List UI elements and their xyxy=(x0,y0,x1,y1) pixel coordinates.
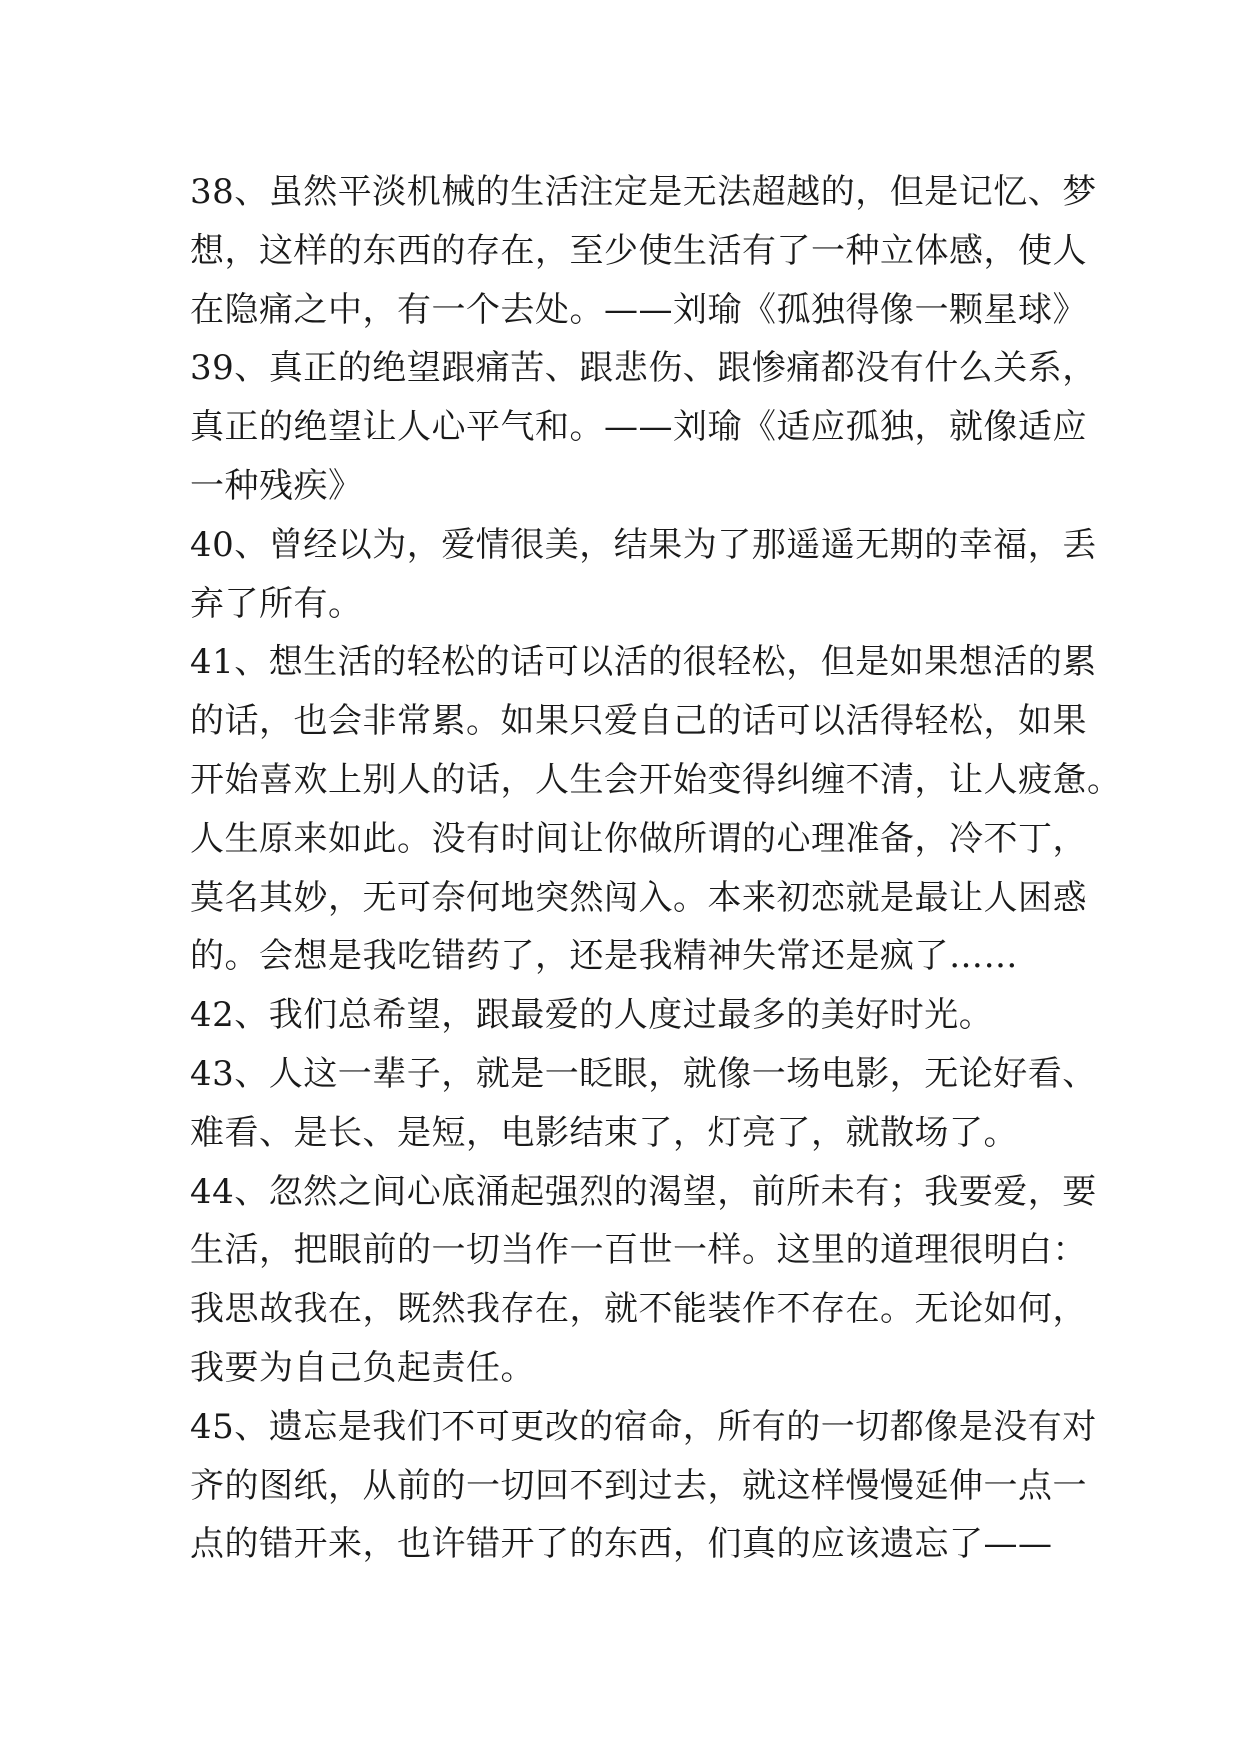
text-line: 点的错开来，也许错开了的东西，们真的应该遗忘了—— xyxy=(190,1524,1053,1565)
text-line: 开始喜欢上别人的话，人生会开始变得纠缠不清，让人疲惫。 xyxy=(190,759,1122,800)
text-line: 的。会想是我吃错药了，还是我精神失常还是疯了…… xyxy=(190,936,1018,977)
text-line: 人生原来如此。没有时间让你做所谓的心理准备，冷不丁， xyxy=(190,818,1087,859)
text-line: 一种残疾》 xyxy=(190,465,363,506)
paragraph-41 xyxy=(190,633,1122,986)
text-line: 的话，也会非常累。如果只爱自己的话可以活得轻松，如果 xyxy=(190,701,1087,742)
text-line: 真正的绝望让人心平气和。——刘瑜《适应孤独，就像适应 xyxy=(190,407,1087,448)
text-line: 弃了所有。 xyxy=(190,583,363,624)
text-line: 我思故我在，既然我存在，就不能装作不存在。无论如何， xyxy=(190,1289,1087,1330)
paragraph-39 xyxy=(190,339,1097,515)
paragraph-42 xyxy=(190,986,1070,1045)
text-line: 39、真正的绝望跟痛苦、跟悲伤、跟惨痛都没有什么关系， xyxy=(190,348,1097,389)
text-line: 齐的图纸，从前的一切回不到过去，就这样慢慢延伸一点一 xyxy=(190,1465,1087,1506)
text-line: 40、曾经以为，爱情很美，结果为了那遥遥无期的幸福，丢 xyxy=(190,524,1097,565)
text-line: 43、人这一辈子，就是一眨眼，就像一场电影，无论好看、 xyxy=(190,1053,1097,1094)
text-line: 莫名其妙，无可奈何地突然闯入。本来初恋就是最让人困惑 xyxy=(190,877,1087,918)
text-line: 想，这样的东西的存在，至少使生活有了一种立体感，使人 xyxy=(190,230,1087,271)
text-line: 在隐痛之中，有一个去处。——刘瑜《孤独得像一颗星球》 xyxy=(190,289,1087,330)
paragraph-44 xyxy=(190,1163,1097,1398)
text-line: 38、虽然平淡机械的生活注定是无法超越的，但是记忆、梦 xyxy=(190,172,1097,212)
paragraph-43 xyxy=(190,1045,1097,1163)
text-line: 42、我们总希望，跟最爱的人度过最多的美好时光。 xyxy=(190,995,994,1036)
paragraph-40 xyxy=(190,516,1097,634)
text-line: 我要为自己负起责任。 xyxy=(190,1347,535,1388)
text-line: 41、想生活的轻松的话可以活的很轻松，但是如果想活的累 xyxy=(190,642,1097,683)
text-line: 45、遗忘是我们不可更改的宿命，所有的一切都像是没有对 xyxy=(190,1406,1097,1447)
paragraph-45 xyxy=(190,1398,1097,1574)
text-line: 44、忽然之间心底涌起强烈的渴望，前所未有；我要爱，要 xyxy=(190,1171,1097,1212)
text-line: 难看、是长、是短，电影结束了，灯亮了，就散场了。 xyxy=(190,1112,1018,1153)
text-line: 生活，把眼前的一切当作一百世一样。这里的道理很明白： xyxy=(190,1230,1087,1271)
document-body xyxy=(190,163,1122,1574)
paragraph-38 xyxy=(190,163,1097,339)
